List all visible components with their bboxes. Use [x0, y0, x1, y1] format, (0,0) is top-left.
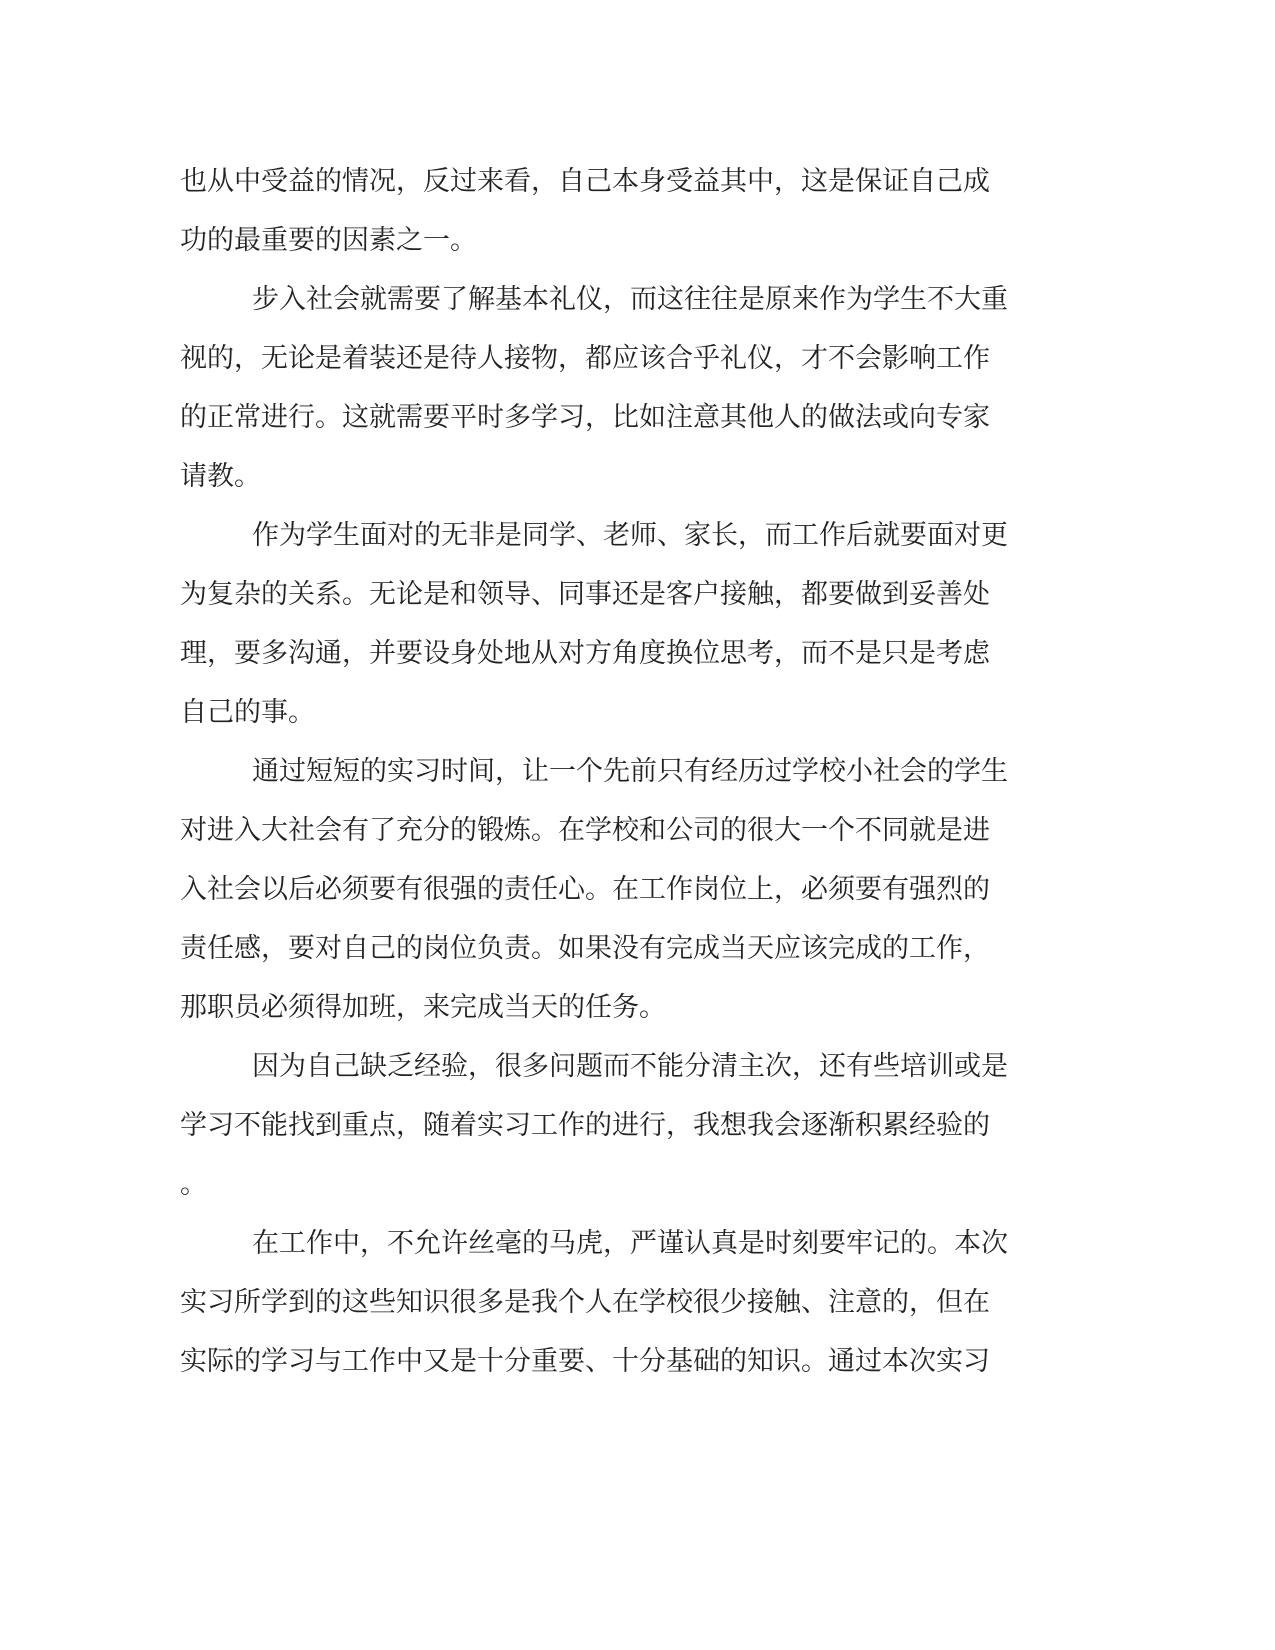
paragraph-first-line: 作为学生面对的无非是同学、老师、家长，而工作后就要面对更 — [252, 520, 1008, 551]
text-line: 实际的学习与工作中又是十分重要、十分基础的知识。通过本次实习 — [180, 1346, 990, 1377]
text-line: 功的最重要的因素之一。 — [180, 225, 477, 256]
text-line: 学习不能找到重点，随着实习工作的进行，我想我会逐渐积累经验的 — [180, 1110, 990, 1141]
text-line: 自己的事。 — [180, 697, 315, 728]
text-line: 实习所学到的这些知识很多是我个人在学校很少接触、注意的，但在 — [180, 1287, 990, 1318]
text-line: 对进入大社会有了充分的锻炼。在学校和公司的很大一个不同就是进 — [180, 815, 990, 846]
paragraph-first-line: 通过短短的实习时间，让一个先前只有经历过学校小社会的学生 — [252, 756, 1008, 787]
text-line: 。 — [180, 1169, 207, 1200]
text-line: 的正常进行。这就需要平时多学习，比如注意其他人的做法或向专家 — [180, 402, 990, 433]
text-line: 也从中受益的情况，反过来看，自己本身受益其中，这是保证自己成 — [180, 166, 990, 197]
text-line: 视的，无论是着装还是待人接物，都应该合乎礼仪，才不会影响工作 — [180, 343, 990, 374]
text-line: 为复杂的关系。无论是和领导、同事还是客户接触，都要做到妥善处 — [180, 579, 990, 610]
text-line: 那职员必须得加班，来完成当天的任务。 — [180, 992, 666, 1023]
text-line: 请教。 — [180, 461, 261, 492]
text-line: 理，要多沟通，并要设身处地从对方角度换位思考，而不是只是考虑 — [180, 638, 990, 669]
paragraph-first-line: 步入社会就需要了解基本礼仪，而这往往是原来作为学生不大重 — [252, 284, 1008, 315]
paragraph-first-line: 因为自己缺乏经验，很多问题而不能分清主次，还有些培训或是 — [252, 1051, 1008, 1082]
text-line: 责任感，要对自己的岗位负责。如果没有完成当天应该完成的工作， — [180, 933, 990, 964]
paragraph-first-line: 在工作中，不允许丝毫的马虎，严谨认真是时刻要牢记的。本次 — [252, 1228, 1008, 1259]
text-line: 入社会以后必须要有很强的责任心。在工作岗位上，必须要有强烈的 — [180, 874, 990, 905]
